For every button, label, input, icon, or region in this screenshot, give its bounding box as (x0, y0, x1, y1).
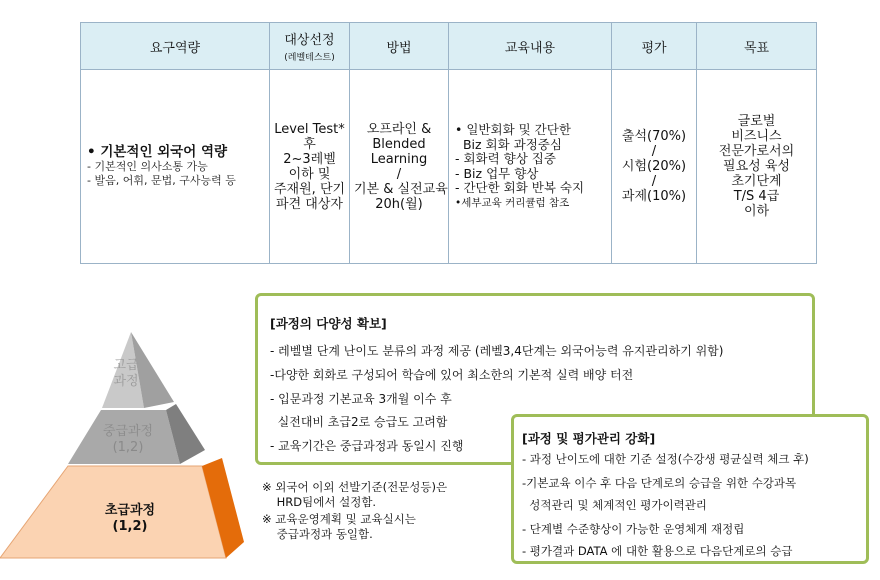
evaluation-line: -기본교육 이수 후 다음 단계로의 승급을 위한 수강과목 (522, 476, 797, 490)
cell-method (350, 70, 449, 264)
goal-line: 전문가로서의 (718, 144, 795, 159)
diversity-line: 실전대비 초급2로 승급도 고려함 (270, 415, 448, 429)
cell-content (449, 70, 612, 264)
goal-line: 필요성 육성 (723, 159, 790, 174)
cell-evaluation (612, 70, 697, 264)
content-line: •세부교육 커리큘럼 참조 (455, 196, 570, 209)
target-line: 2~3레벨 (283, 151, 336, 167)
pyramid-label-advanced: 고급 과정 (113, 358, 139, 389)
method-line: Blended (372, 136, 426, 152)
table-row (81, 70, 817, 264)
evaluation-line: 출석(70%) (621, 129, 687, 144)
method-line: Learning (370, 151, 428, 167)
evaluation-line: - 과정 난이도에 대한 기준 설정(수강생 평균실력 체크 후) (522, 452, 809, 466)
target-line: 후 (303, 136, 316, 152)
evaluation-line: - 단계별 수준향상이 가능한 운영체계 재정립 (522, 522, 745, 536)
requirement-main: • 기본적인 외국어 역량 (87, 144, 228, 160)
evaluation-line: - 평가결과 DATA 에 대한 활용으로 다음단계로의 승급 (522, 544, 793, 558)
pyramid-label-beginner: 초급과정 (1,2) (104, 503, 156, 534)
cell-target (270, 70, 350, 264)
cell-requirement (81, 70, 270, 264)
evaluation-line: 성적관리 및 체계적인 평가이력관리 (522, 498, 707, 512)
note-line: 중급과정과 동일함. (262, 527, 373, 541)
goal-line: 초기단계 (731, 174, 782, 189)
content-line: - Biz 업무 향상 (455, 165, 539, 181)
method-line: 오프라인 & (366, 121, 432, 137)
content-line: - 회화력 향상 집중 (455, 151, 556, 166)
target-line: 파견 대상자 (276, 196, 343, 212)
header-requirement: 요구역량 (81, 23, 270, 70)
content-line: - 간단한 회화 반복 숙지 (455, 180, 585, 195)
header-target: 대상선정 (레벨테스트) (270, 23, 350, 70)
evaluation-box (511, 414, 869, 564)
content-line: • 일반회화 및 간단한 (455, 122, 571, 137)
goal-line: 이하 (743, 204, 770, 219)
goal-line: T/S 4급 (733, 189, 780, 204)
header-method: 방법 (350, 23, 449, 70)
header-evaluation: 평가 (612, 23, 697, 70)
evaluation-line: 시험(20%) (621, 159, 687, 174)
note-line: ※ 교육운영계획 및 교육실시는 (262, 512, 416, 526)
evaluation-line: / (651, 174, 657, 189)
goal-line: 비즈니스 (731, 129, 782, 144)
evaluation-box-title: [과정 및 평가관리 강화] (522, 431, 656, 446)
target-line: 주재원, 단기 (274, 181, 346, 197)
method-line: / (396, 166, 402, 182)
pyramid-label-intermediate: 중급과정 (1,2) (102, 424, 154, 455)
method-line: 20h(월) (375, 196, 423, 212)
content-line: Biz 회화 과정중심 (455, 136, 562, 152)
requirement-line: - 발음, 어휘, 문법, 구사능력 등 (87, 174, 236, 187)
table-header-row (81, 23, 817, 70)
header-target-sub: (레벨테스트) (284, 53, 335, 63)
header-content: 교육내용 (449, 23, 612, 70)
note-line: HRD팀에서 설정함. (262, 495, 377, 509)
target-line: 이하 및 (288, 166, 331, 182)
note-line: ※ 외국어 이외 선발기준(전문성등)은 (262, 480, 448, 494)
evaluation-line: 과제(10%) (621, 189, 687, 204)
goal-line: 글로벌 (737, 114, 776, 129)
diversity-line: - 레벨별 단계 난이도 분류의 과정 제공 (레벨3,4단계는 외국어능력 유지관리하기 위함) (270, 344, 724, 358)
header-goal: 목표 (697, 23, 817, 70)
target-line: Level Test* (274, 121, 345, 137)
evaluation-line: / (651, 144, 657, 159)
curriculum-table (80, 22, 817, 264)
cell-goal (697, 70, 817, 264)
diversity-box-title: [과정의 다양성 확보] (270, 316, 387, 331)
diversity-line: - 교육기간은 중급과정과 동일시 진행 (270, 439, 464, 453)
diversity-line: -다양한 회화로 구성되어 학습에 있어 최소한의 기본적 실력 배양 터전 (270, 368, 634, 382)
method-line: 기본 & 실전교육 (354, 181, 448, 197)
requirement-line: - 기본적인 의사소통 가능 (87, 160, 208, 173)
diversity-line: - 입문과정 기본교육 3개월 이수 후 (270, 392, 452, 406)
